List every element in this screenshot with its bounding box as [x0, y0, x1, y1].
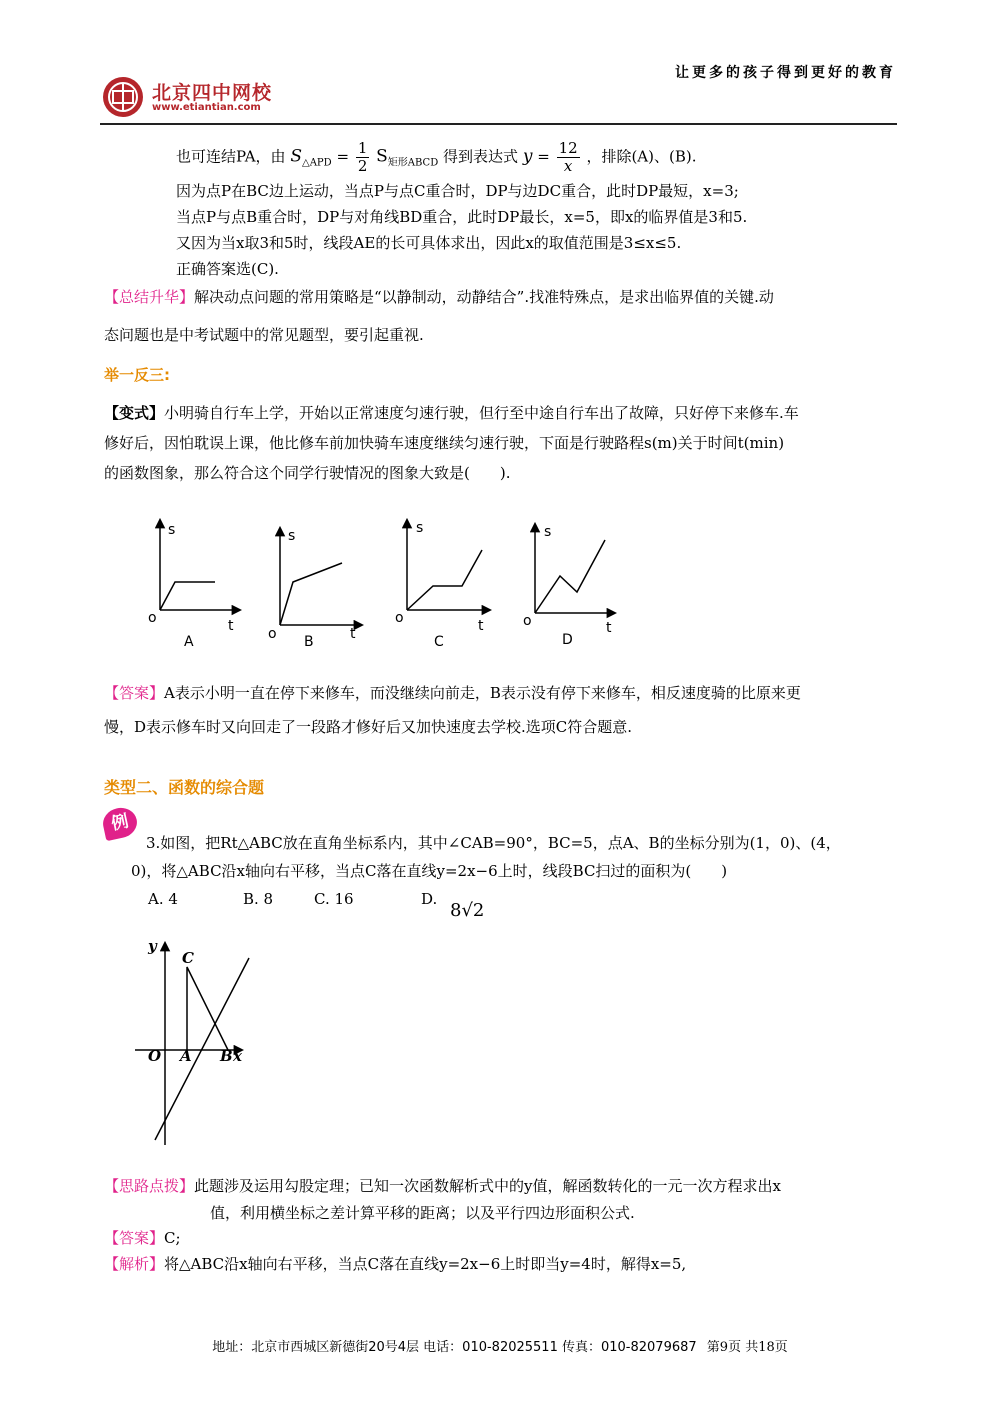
graph-a-label: A — [184, 634, 194, 650]
answer-line: 【答案】C; — [104, 1229, 181, 1247]
logo-emblem-icon — [100, 74, 150, 120]
coordinate-figure — [130, 935, 260, 1155]
hint-tag: 【思路点拨】 — [104, 1177, 195, 1195]
graph-d-x-label: t — [606, 620, 612, 636]
graph-a-y-label: s — [168, 522, 176, 538]
variant-answer-line-2: 慢，D表示修车时又向回走了一段路才修好后又加快速度去学校.选项C符合题意. — [104, 718, 633, 736]
variant-tag: 【变式】 — [104, 404, 165, 422]
graph-d-label: D — [562, 632, 573, 648]
solution-line-5: 正确答案选(C). — [176, 260, 279, 278]
graph-c-y-label: s — [416, 520, 424, 536]
figure-x-label: x — [233, 1047, 242, 1065]
graph-d-y-label: s — [544, 524, 552, 540]
analysis-line: 【解析】将△ABC沿x轴向右平移，当点C落在直线y=2x−6上时即当y=4时，解得x=5, — [104, 1255, 687, 1273]
section-heading: 类型二、函数的综合题 — [104, 778, 265, 797]
footer-page: 第9页 共18页 — [706, 1340, 788, 1355]
variant-line-3: 的函数图象，那么符合这个同学行驶情况的图象大致是( ). — [104, 464, 511, 482]
graph-c-x-label: t — [478, 618, 484, 634]
option-a[interactable]: A. 4 — [148, 890, 178, 908]
graph-b-x-label: t — [350, 626, 356, 642]
header-rule — [100, 123, 897, 125]
solution-line-4: 又因为当x取3和5时，线段AE的长可具体求出，因此x的取值范围是3≤x≤5. — [176, 234, 682, 252]
graph-c-label: C — [434, 634, 444, 650]
hint-line-1: 【思路点拨】此题涉及运用勾股定理；已知一次函数解析式中的y值，解函数转化的一元一次方程求出x — [104, 1177, 781, 1195]
header-slogan: 让更多的孩子得到更好的教育 — [675, 65, 896, 81]
graph-d[interactable] — [523, 524, 615, 648]
figure-y-label: y — [148, 937, 157, 955]
variant-line-2: 修好后，因怕耽误上课，他比修车前加快骑车速度继续匀速行驶，下面是行驶路程s(m)关于时间t(min) — [104, 434, 785, 452]
footer — [0, 1336, 1000, 1355]
variant-answer-line-1: 【答案】A表示小明一直在停下来修车，而没继续向前走，B表示没有停下来修车，相反速度骑的比原来更 — [104, 684, 801, 702]
graph-a-x-label: t — [228, 618, 234, 634]
graph-b[interactable] — [268, 528, 362, 650]
variant-line-1: 【变式】小明骑自行车上学，开始以正常速度匀速行驶，但行至中途自行车出了故障，只好停下来修车.车 — [104, 404, 799, 422]
figure-b-label: B — [220, 1047, 233, 1065]
graph-b-y-label: s — [288, 528, 296, 544]
option-graphs — [140, 510, 640, 660]
option-d-value: 8√2 — [450, 900, 485, 921]
logo-text: 北京四中网校 — [152, 82, 273, 104]
graph-d-origin: o — [523, 613, 532, 629]
solution-line-1: 也可连结PA，由 $S_{\triangle APD}$ = $\frac{1}{2}$ $S_{矩形ABCD}$ 得到表达式 y = $\frac{12}{x}$ ，排除(A)、(B). — [176, 139, 697, 175]
option-d[interactable]: D. — [421, 890, 438, 908]
footer-address: 地址：北京市西城区新德街20号4层 电话：010-82025511 传真：010-82079687 — [212, 1340, 697, 1355]
variant-answer-tag: 【答案】 — [104, 684, 165, 702]
example-badge-icon: 例 — [100, 805, 139, 841]
summary-tag: 【总结升华】 — [104, 288, 195, 306]
option-b[interactable]: B. 8 — [243, 890, 274, 908]
summary-line-2: 态问题也是中考试题中的常见题型，要引起重视. — [104, 326, 424, 344]
summary-line-1: 【总结升华】解决动点问题的常用策略是“以静制动，动静结合”.找准特殊点，是求出临界值的关键.动 — [104, 288, 774, 306]
logo-url[interactable]: www.etiantian.com — [152, 102, 261, 113]
graph-b-label: B — [304, 634, 314, 650]
practice-heading: 举一反三: — [104, 366, 170, 384]
option-c[interactable]: C. 16 — [314, 890, 354, 908]
solution-line-2: 因为点P在BC边上运动，当点P与点C重合时，DP与边DC重合，此时DP最短，x=3; — [176, 182, 739, 200]
hint-line-2: 值，利用横坐标之差计算平移的距离；以及平行四边形面积公式. — [210, 1204, 635, 1222]
graph-b-origin: o — [268, 626, 277, 642]
example-line-2: 0)，将△ABC沿x轴向右平移，当点C落在直线y=2x−6上时，线段BC扫过的面积为( ) — [131, 862, 728, 880]
answer-tag: 【答案】 — [104, 1229, 165, 1247]
solution-line-3: 当点P与点B重合时，DP与对角线BD重合，此时DP最长，x=5，即x的临界值是3和5. — [176, 208, 748, 226]
header-logo — [100, 74, 290, 120]
example-line-1: 3.如图，把Rt△ABC放在直角坐标系内，其中∠CAB=90°，BC=5，点A、B的坐标分别为(1，0)、(4， — [146, 834, 841, 852]
graph-c-origin: o — [395, 610, 404, 626]
figure-c-label: C — [182, 949, 194, 967]
figure-o-label: O — [148, 1047, 162, 1065]
graph-c[interactable] — [395, 520, 490, 650]
analysis-tag: 【解析】 — [104, 1255, 165, 1273]
graph-a[interactable] — [148, 520, 240, 650]
graph-a-origin: o — [148, 610, 157, 626]
figure-a-label: A — [180, 1047, 192, 1065]
